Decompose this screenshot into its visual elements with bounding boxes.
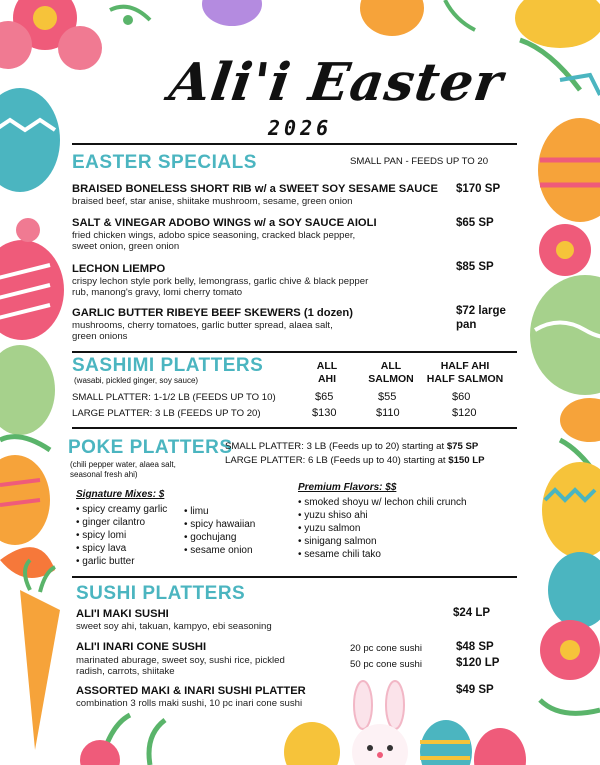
poke-large-price: $150 LP xyxy=(448,455,485,466)
sashimi-price: $130 xyxy=(312,407,337,419)
list-item: • ginger cilantro xyxy=(76,516,167,529)
egg-icon xyxy=(360,0,424,36)
sashimi-price: $120 xyxy=(452,407,477,419)
dish-price: $48 SP xyxy=(456,641,494,653)
dish-price: $170 SP xyxy=(456,183,501,195)
carrot-icon xyxy=(20,590,60,750)
poke-sub: seasonal fresh ahi) xyxy=(70,470,138,479)
dish-desc: crispy lechon style pork belly, lemongrass, garlic chive & black pepper xyxy=(72,276,369,287)
dish-price: $49 SP xyxy=(456,684,494,696)
divider xyxy=(72,143,517,145)
egg-icon xyxy=(548,552,600,628)
egg-icon xyxy=(284,722,340,765)
dish-name: GARLIC BUTTER RIBEYE BEEF SKEWERS (1 dozen) xyxy=(72,307,353,319)
bunny-icon xyxy=(352,681,408,765)
list-item: • smoked shoyu w/ lechon chili crunch xyxy=(298,496,467,509)
sashimi-row-label: SMALL PLATTER: 1-1/2 LB (FEEDS UP TO 10) xyxy=(72,392,276,403)
sushi-option: 50 pc cone sushi xyxy=(350,659,422,670)
sushi-option: 20 pc cone sushi xyxy=(350,643,422,654)
dish-desc: green onions xyxy=(72,331,128,342)
sushi-heading: SUSHI PLATTERS xyxy=(76,583,246,604)
dish-name: ALI'I MAKI SUSHI xyxy=(76,608,169,620)
list-item: • sinigang salmon xyxy=(298,535,467,548)
list-item: • spicy creamy garlic xyxy=(76,503,167,516)
poke-large-platter: LARGE PLATTER: 6 LB (Feeds up to 40) starting at $150 LP xyxy=(225,455,485,466)
sashimi-sub: (wasabi, pickled ginger, soy sauce) xyxy=(74,376,199,385)
dish-desc: mushrooms, cherry tomatoes, garlic butter spread, alaea salt, xyxy=(72,320,333,331)
dish-name: BRAISED BONELESS SHORT RIB w/ a SWEET SOY SESAME SAUCE xyxy=(72,183,438,195)
dish-desc: fried chicken wings, adobo spice seasoning, cracked black pepper, xyxy=(72,230,356,241)
egg-icon xyxy=(0,345,55,435)
dish-desc: radish, carrots, shiitake xyxy=(76,666,175,677)
list-item: • yuzu salmon xyxy=(298,522,467,535)
premium-flavors-list xyxy=(298,496,467,561)
dish-desc: combination 3 rolls maki sushi, 10 pc inari cone sushi xyxy=(76,698,303,709)
dish-name: ASSORTED MAKI & INARI SUSHI PLATTER xyxy=(76,685,306,697)
dish-price: $85 SP xyxy=(456,261,494,273)
list-item: • spicy lomi xyxy=(76,529,167,542)
list-item: • sesame onion xyxy=(184,544,255,557)
dish-price: $120 LP xyxy=(456,657,500,669)
dish-desc: sweet soy ahi, takuan, kampyo, ebi seasoning xyxy=(76,621,272,632)
egg-icon xyxy=(538,118,600,222)
menu-year: 2026 xyxy=(268,116,333,140)
list-item: • limu xyxy=(184,505,255,518)
sashimi-price: $110 xyxy=(376,407,400,419)
dish-desc: braised beef, star anise, shiitake mushroom, sesame, green onion xyxy=(72,196,353,207)
poke-small-price: $75 SP xyxy=(446,441,479,452)
signature-mixes-list-2 xyxy=(184,505,255,557)
list-item: • garlic butter xyxy=(76,555,167,568)
divider xyxy=(72,351,517,353)
flower-icon xyxy=(80,740,120,765)
easter-specials-heading: EASTER SPECIALS xyxy=(72,152,257,173)
sashimi-row-label: LARGE PLATTER: 3 LB (FEEDS UP TO 20) xyxy=(72,408,261,419)
list-item: • spicy hawaiian xyxy=(184,518,255,531)
flower-icon xyxy=(539,224,591,276)
dish-desc: marinated aburage, sweet soy, sushi rice, pickled xyxy=(76,655,285,666)
egg-icon xyxy=(0,88,60,192)
dish-name: SALT & VINEGAR ADOBO WINGS w/ a SOY SAUCE AIOLI xyxy=(72,217,377,229)
pan-note: SMALL PAN - FEEDS UP TO 20 xyxy=(350,156,489,167)
dish-desc: rub, manong's gravy, lomi cherry tomato xyxy=(72,287,243,298)
list-item: • yuzu shiso ahi xyxy=(298,509,467,522)
sashimi-price: $55 xyxy=(378,391,397,403)
signature-mixes-heading: Signature Mixes: $ xyxy=(76,489,165,500)
divider xyxy=(72,576,517,578)
sashimi-heading: SASHIMI PLATTERS xyxy=(72,355,264,376)
dish-desc: sweet onion, green onion xyxy=(72,241,180,252)
egg-icon xyxy=(202,0,262,26)
dish-price: $24 LP xyxy=(453,607,491,619)
flower-icon xyxy=(16,218,40,242)
flower-icon xyxy=(540,620,600,680)
signature-mixes-list xyxy=(76,503,167,568)
sashimi-price: $60 xyxy=(452,391,471,403)
dish-name: LECHON LIEMPO xyxy=(72,263,166,275)
col-all-ahi: ALL AHI xyxy=(316,360,338,385)
col-all-salmon: ALL SALMON xyxy=(368,360,414,385)
menu-title: Ali'i Easter xyxy=(165,52,508,113)
list-item: • spicy lava xyxy=(76,542,167,555)
dish-name: ALI'I INARI CONE SUSHI xyxy=(76,641,207,653)
egg-icon xyxy=(530,275,600,395)
flower-icon xyxy=(0,0,102,70)
egg-icon xyxy=(474,728,526,765)
dish-price: pan xyxy=(456,319,477,331)
poke-heading: POKE PLATTERS xyxy=(68,437,233,458)
premium-flavors-heading: Premium Flavors: $$ xyxy=(298,482,397,493)
list-item: • gochujang xyxy=(184,531,255,544)
dish-price: $65 SP xyxy=(456,217,494,229)
list-item: • sesame chili tako xyxy=(298,548,467,561)
poke-sub: (chili pepper water, alaea salt, xyxy=(70,460,176,469)
sashimi-price: $65 xyxy=(315,391,334,403)
egg-icon xyxy=(560,398,600,442)
poke-small-platter: SMALL PLATTER: 3 LB (Feeds up to 20) starting at $75 SP xyxy=(225,441,479,452)
dish-price: $72 large xyxy=(456,305,506,317)
col-half-half: HALF AHI HALF SALMON xyxy=(426,360,504,385)
egg-icon xyxy=(542,462,600,558)
divider xyxy=(72,427,517,429)
